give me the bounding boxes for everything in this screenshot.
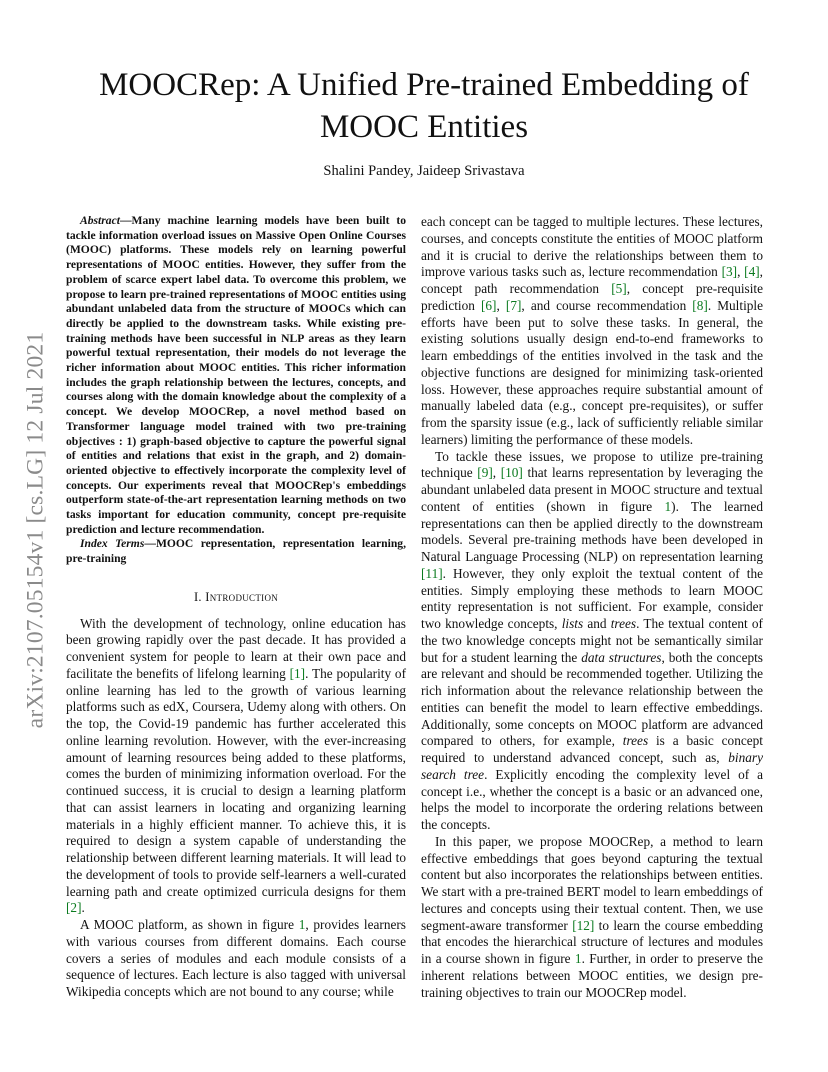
text-run: . Further, in order to preserve the inherent relations between MOOC entities, we design pre-training objectives to train our MOOCRep model.: [421, 951, 763, 1000]
section-title: Introduction: [205, 589, 279, 604]
text-run: With the development of technology, online education has been growing rapidly over the past decade. It has provided a convenient system for people to learn at their own pace and facilitate the benefits of lifelong learning: [66, 615, 406, 681]
intro-paragraph-3: [421, 214, 763, 449]
index-terms-label: Index Terms: [80, 537, 145, 551]
section-number: I.: [193, 589, 202, 604]
index-terms: [66, 537, 406, 566]
citation-link[interactable]: [5]: [611, 281, 627, 296]
citation-link[interactable]: [2]: [66, 900, 82, 916]
arxiv-identifier[interactable]: arXiv:2107.05154v1 [cs.LG] 12 Jul 2021: [22, 331, 49, 729]
citation-link[interactable]: [3]: [721, 264, 738, 280]
author-list: Shalini Pandey, Jaideep Srivastava: [323, 163, 525, 179]
text-run: ,: [492, 465, 501, 481]
italic-term: trees: [622, 733, 649, 749]
title-line-2: MOOC Entities: [319, 109, 529, 145]
intro-paragraph-1: [66, 616, 406, 918]
paper-title: [70, 64, 778, 148]
figure-link[interactable]: 1: [574, 951, 582, 966]
intro-paragraph-4: [421, 449, 763, 834]
intro-paragraph-2: [66, 917, 406, 1001]
text-run: In this paper, we propose MOOCRep, a method to learn effective embeddings that goes beyond capturing the textual content but also incorporates the relationships between entities. We start with a pre-trained BERT model to learn embeddings of lectures and concepts using their textual content. Then, we use segment-aware transformer: [421, 833, 763, 933]
text-run: . Explicitly encoding the complexity level of a concept i.e., whether the concept is a basic or an advanced one, helps the model to incorporate the ordering relations between the concepts.: [421, 766, 763, 832]
text-run: ,: [496, 297, 506, 313]
citation-link[interactable]: [1]: [289, 665, 306, 681]
italic-term: trees: [610, 616, 637, 631]
text-run: A MOOC platform, as shown in figure: [80, 917, 299, 933]
citation-link[interactable]: [4]: [744, 264, 760, 280]
text-run: , both the concepts are relevant and should be recommended together. Utilizing the rich information about the relevance relationship between the entities can benefit the model to learn effective embeddings. Additionally, some concepts on MOOC platform are advanced compared to others, for example,: [421, 649, 763, 749]
text-run: . Multiple efforts have been put to solve these tasks. In general, the existing solutions usually design end-to-end frameworks to learn embeddings of the entities involved in the task and the objective functions are designed for minimizing task-oriented loss. However, these approaches require substantial amount of manually labeled data (e.g., concept pre-requisites), or suffer from the sparsity issue (e.g., lack of sufficiently reliable similar learners) limiting the performance of these models.: [421, 297, 764, 447]
text-run: , concept path recommendation: [421, 264, 763, 296]
section-heading: [66, 589, 406, 606]
abstract-label: Abstract: [80, 214, 120, 227]
abstract: [66, 214, 406, 537]
citation-link[interactable]: [8]: [692, 297, 708, 313]
text-run: . However, they only exploit the textual content of the entities. Simply employing these methods to learn MOOC entity representation is not sufficient. For example, consider two knowledge concepts,: [421, 565, 763, 631]
citation-link[interactable]: [12]: [572, 917, 595, 933]
italic-term: binary search tree: [421, 750, 763, 782]
intro-paragraph-5: [421, 834, 763, 1002]
index-terms-text: —MOOC representation, representation learning, pre-training: [66, 537, 406, 566]
text-run: is a basic concept required to understand advanced concept, such as,: [421, 733, 764, 765]
text-run: that learns representation by leveraging the abundant unlabeled data present in MOOC structure and textual content of entities (shown in figure: [421, 465, 763, 514]
right-column: [421, 214, 763, 1001]
text-run: . The popularity of online learning has led to the growth of various learning platforms such as edX, Coursera, Udemy along with others. On the top, the Covid-19 pandemic has further accelerated this online learning revolution. However, with the ever-increasing amount of learning resources being added to these platforms, comes the burden of minimizing information overload. For the continued success, it is crucial to design a learning platform that can assist learners in locating and organizing learning materials in a highly efficient manner. To achieve this, it is required to design a system capable of understanding the relationship between different learning materials. It will lead to the development of tools to provide self-learners a well-curated learning path and create optimized curricula designs for them: [66, 665, 406, 899]
title-line-1: MOOCRep: A Unified Pre-trained Embedding of: [99, 67, 749, 103]
text-run: To tackle these issues, we propose to utilize pre-training technique: [421, 448, 763, 481]
figure-link[interactable]: 1: [298, 917, 306, 933]
text-run: ). The learned representations can then be applied directly to the downstream models. Several pre-training methods have been developed in Natural Language Processing (NLP) on representation learning: [421, 498, 763, 564]
text-run: .: [81, 900, 85, 916]
left-column: [66, 214, 406, 1001]
italic-term: data structures: [581, 649, 662, 665]
text-run: , and course recommendation: [521, 297, 693, 313]
text-run: and: [583, 616, 611, 631]
text-run: ,: [737, 264, 745, 280]
citation-link[interactable]: [9]: [477, 465, 493, 481]
citation-link[interactable]: [6]: [480, 297, 497, 313]
text-run: , concept pre-requisite prediction: [421, 281, 764, 313]
abstract-text: —Many machine learning models have been built to tackle information overload issues on Massive Open Online Courses (MOOC) platforms. These models rely on learning powerful representations of MOOC entities. However, they suffer from the problem of scarce expert label data. To overcome this problem, we propose to learn pre-trained representations of MOOC entities using abundant unlabeled data from the structure of MOOCs which can directly be applied to the downstream tasks. While existing pre-training methods have been successful in NLP areas as they learn powerful textual representation, their models do not leverage the richer information about MOOC entities. This richer information includes the graph relationship between the lectures, concepts, and courses along with the domain knowledge about the complexity of a concept. We develop MOOCRep, a novel method based on Transformer language model trained with two pre-training objectives : 1) graph-based objective to capture the powerful signal of entities and relations that exist in the graph, and 2) domain-oriented objective to effectively incorporate the complexity level of concepts. Our experiments reveal that MOOCRep's embeddings outperform state-of-the-art representation learning methods on two tasks important for education community, concept pre-requisite prediction and lecture recommendation.: [66, 214, 406, 536]
figure-link[interactable]: 1: [664, 498, 672, 514]
text-run: each concept can be tagged to multiple lectures. These lectures, courses, and concepts constitute the entities of MOOC platform and it is crucial to derive the relationships between them to improve various tasks such as, lecture recommendation: [421, 214, 763, 280]
citation-link[interactable]: [7]: [505, 297, 522, 313]
citation-link[interactable]: [11]: [421, 565, 443, 581]
text-run: . The textual content of the two knowledge concepts might not be semantically similar but for a student learning the: [421, 616, 763, 665]
text-run: to learn the course embedding that encodes the hierarchical structure of lectures and modules in a course shown in figure: [421, 917, 763, 966]
italic-term: lists: [561, 616, 584, 631]
citation-link[interactable]: [10]: [500, 465, 523, 481]
text-run: , provides learners with various courses from different domains. Each course covers a series of modules and each module consists of a sequence of lectures. Each lecture is also tagged with universal Wikipedia concepts which are not bound to any course; while: [66, 917, 406, 1000]
